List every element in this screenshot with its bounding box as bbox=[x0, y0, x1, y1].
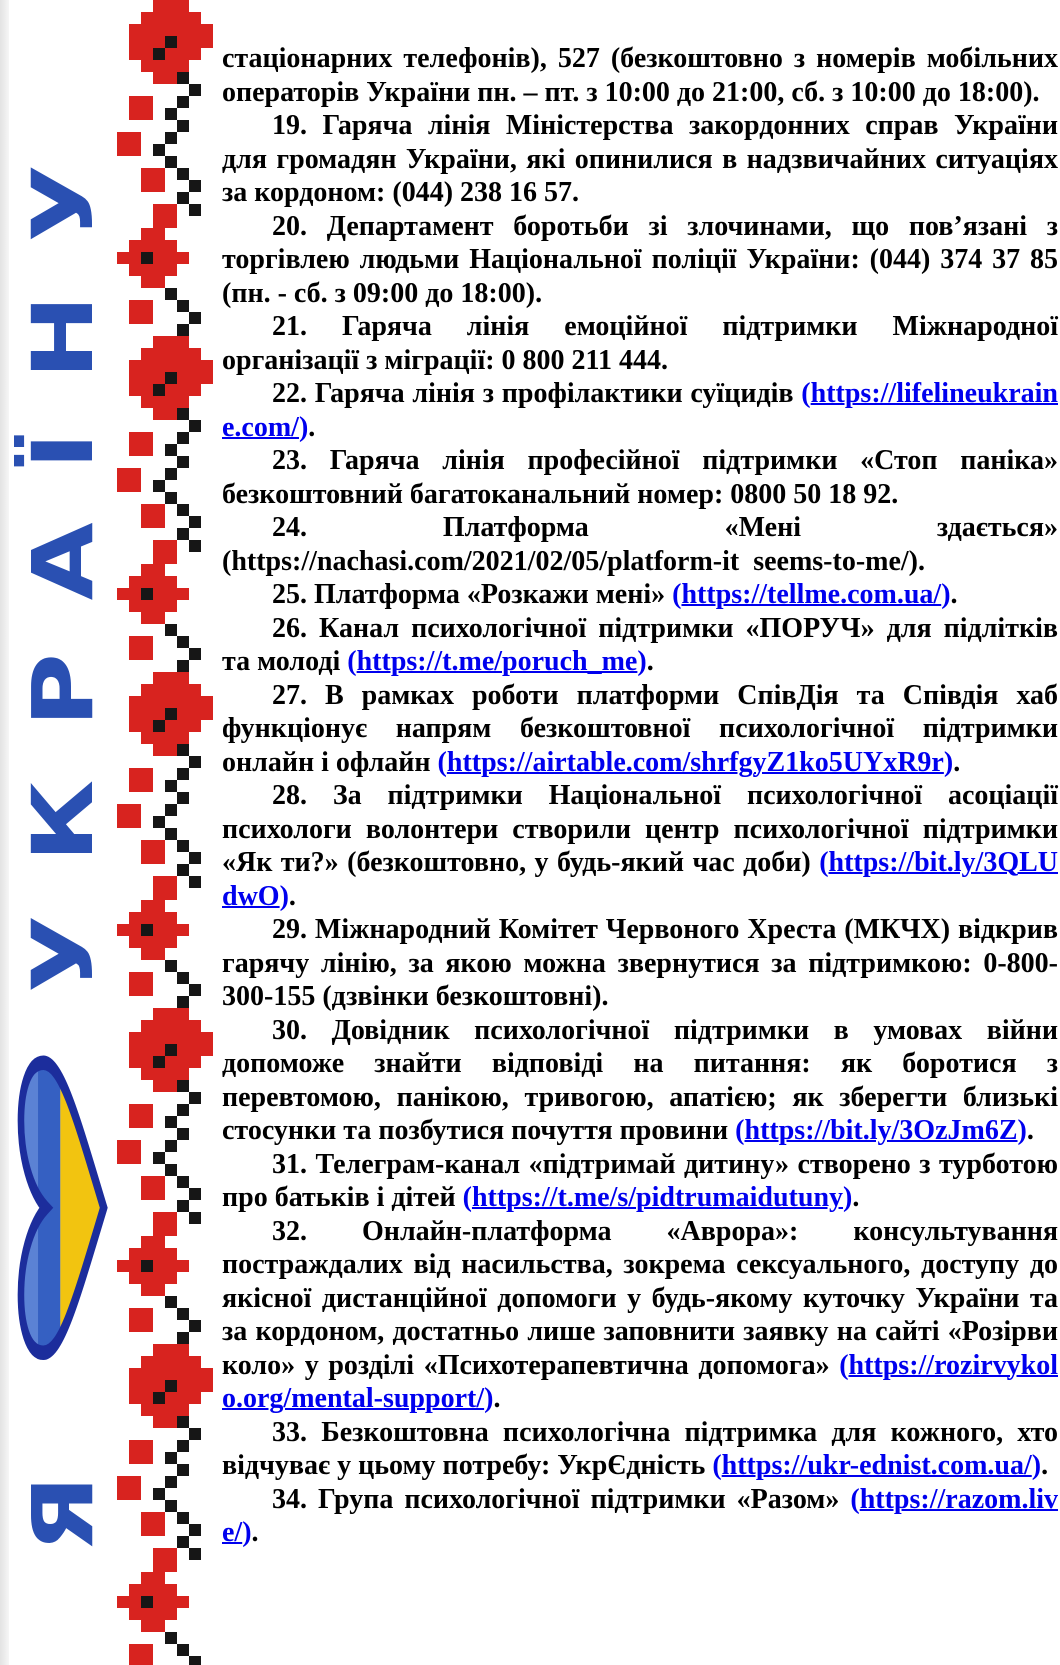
link-paren: ) bbox=[1017, 1115, 1027, 1146]
heart-ukraine-flag-icon bbox=[17, 1034, 109, 1382]
link-paren: ) bbox=[637, 646, 647, 677]
link-paren: ) bbox=[943, 746, 954, 778]
text-run: 30. Довідник психологічної підтримки в умовах війни допоможе знайти відповіді на питання: як боротися з перевтомою, панікою, тривогою, апатією; як зберегти близькі стосунки та позбутися почуття провини bbox=[222, 1014, 1058, 1146]
text-run: 25. Платформа «Розкажи мені» bbox=[272, 579, 673, 610]
hyperlink[interactable]: https://airtable.com/shrfgyZ1ko5UYxR9r bbox=[446, 746, 944, 778]
hyperlink[interactable]: https://rozirvykolo.org/mental-support/ bbox=[222, 1349, 1058, 1414]
link-paren: ) bbox=[941, 579, 951, 610]
paragraph bbox=[222, 779, 1058, 913]
hyperlink[interactable]: https://razom.live/ bbox=[222, 1483, 1058, 1548]
text-run: 20. Департамент боротьби зі злочинами, що пов’язані з торгівлею людьми Національної поліції України: (044) 374 37 85 (пн. - сб. з 09:00 до 18:00). bbox=[222, 210, 1058, 309]
banner-letter-ya: Я bbox=[14, 1422, 112, 1553]
text-run: . bbox=[1041, 1450, 1049, 1481]
text-run: . bbox=[493, 1383, 501, 1414]
link-paren: ) bbox=[279, 880, 289, 912]
paragraph bbox=[222, 1483, 1058, 1550]
decorative-banner bbox=[0, 0, 214, 1665]
paragraph bbox=[222, 612, 1058, 679]
text-run: . bbox=[251, 1517, 259, 1548]
text-run: . bbox=[852, 1182, 860, 1213]
paragraph bbox=[222, 1215, 1058, 1416]
text-run: 31. Телеграм-канал «підтримай дитину» створено з турботою про батьків і дітей bbox=[222, 1148, 1058, 1213]
paragraph bbox=[222, 42, 1058, 109]
link-paren: ( bbox=[801, 378, 811, 409]
text-run: . bbox=[308, 411, 316, 443]
text-run: . bbox=[953, 746, 961, 778]
link-paren: ( bbox=[672, 579, 682, 610]
link-paren: ( bbox=[437, 746, 447, 778]
paragraph bbox=[222, 1416, 1058, 1483]
text-run: 26. Канал психологічної підтримки «ПОРУЧ» для підлітків та молоді bbox=[222, 612, 1058, 677]
paragraph bbox=[222, 679, 1058, 780]
link-paren: ) bbox=[484, 1383, 494, 1414]
hyperlink[interactable]: https://tellme.com.ua/ bbox=[681, 579, 942, 610]
hyperlink[interactable]: https://t.me/poruch_me bbox=[356, 646, 638, 677]
text-run: 23. Гаряча лінія професійної підтримки «Стоп паніка» безкоштовний багатоканальний номер: 0800 50 18 92. bbox=[222, 445, 1058, 510]
text-run: . bbox=[288, 880, 296, 912]
document-body bbox=[222, 42, 1058, 1550]
hyperlink[interactable]: https://bit.ly/3OzJm6Z bbox=[744, 1115, 1018, 1146]
paragraph bbox=[222, 109, 1058, 210]
paragraph bbox=[222, 377, 1058, 444]
link-paren: ( bbox=[462, 1182, 472, 1213]
link-paren: ) bbox=[1031, 1450, 1042, 1481]
link-paren: ( bbox=[850, 1483, 860, 1515]
link-paren: ) bbox=[298, 411, 309, 443]
link-paren: ( bbox=[347, 646, 357, 677]
text-run: 19. Гаряча лінія Міністерства закордонних справ України для громадян України, які опинилися в надзвичайних ситуаціях за кордоном: (044) 238 16 57. bbox=[222, 110, 1058, 208]
paragraph bbox=[222, 310, 1058, 377]
paragraph bbox=[222, 1148, 1058, 1215]
text-run: 33. Безкоштовна психологічна підтримка для кожного, хто відчуває у цьому потребу: УкрЄдність bbox=[222, 1416, 1058, 1481]
vertical-banner-text bbox=[10, 0, 116, 1665]
hyperlink[interactable]: https://ukr-ednist.com.ua/ bbox=[721, 1450, 1032, 1481]
embroidery-pattern bbox=[117, 0, 213, 1665]
paragraph bbox=[222, 578, 1058, 612]
link-paren: ) bbox=[843, 1182, 853, 1213]
text-run: 24. Платформа «Мені здається» (https://nachasi.com/2021/02/05/platform-it seems-to-me/). bbox=[222, 512, 1058, 577]
text-run: 34. Група психологічної підтримки «Разом» bbox=[272, 1483, 851, 1515]
banner-word-ukrainu: УКРАЇНУ bbox=[14, 111, 112, 993]
text-run: 27. В рамках роботи платформи СпівДія та Співдія хаб функціонує напрям безкоштовної психологічної підтримки онлайн і офлайн bbox=[222, 679, 1058, 778]
link-paren: ( bbox=[819, 847, 829, 878]
text-run: 29. Міжнародний Комітет Червоного Хреста (МКЧХ) відкрив гарячу лінію, за якою можна звернутися за підтримкою: 0-800-300-155 (дзвінки безкоштовні). bbox=[222, 914, 1058, 1012]
hyperlink[interactable]: https://lifelineukraine.com/ bbox=[222, 378, 1058, 443]
link-paren: ) bbox=[242, 1517, 252, 1548]
link-paren: ( bbox=[735, 1115, 745, 1146]
text-run: . bbox=[646, 646, 654, 677]
link-paren: ( bbox=[839, 1349, 849, 1381]
paragraph bbox=[222, 511, 1058, 578]
text-run: . bbox=[1026, 1115, 1034, 1146]
text-run: . bbox=[950, 579, 958, 610]
paragraph bbox=[222, 210, 1058, 311]
hyperlink[interactable]: https://bit.ly/3QLUdwO bbox=[222, 847, 1058, 912]
text-run: 22. Гаряча лінія з профілактики суїцидів bbox=[272, 378, 802, 409]
paragraph bbox=[222, 1014, 1058, 1148]
paragraph bbox=[222, 444, 1058, 511]
text-run: 21. Гаряча лінія емоційної підтримки Міжнародної організації з міграції: 0 800 211 444. bbox=[222, 311, 1058, 376]
text-run: стаціонарних телефонів), 527 (безкоштовно з номерів мобільних операторів України пн. – пт. з 10:00 до 21:00, сб. з 10:00 до 18:00). bbox=[222, 43, 1058, 108]
text-run: 28. За підтримки Національної психологічної асоціації психологи волонтери створили центр психологічної підтримки «Як ти?» (безкоштовно, у будь-який час доби) bbox=[222, 780, 1058, 878]
link-paren: ( bbox=[712, 1450, 722, 1481]
text-run: 32. Онлайн-платформа «Аврора»: консультування постраждалих від насильства, зокрема сексуального, доступу до якісної дистанційної допомоги у будь-якому куточку України та за кордоном, достатньо лише заповнити заявку на сайті «Розірви коло» у розділі «Психотерапевтична допомога» bbox=[222, 1215, 1058, 1381]
paragraph bbox=[222, 913, 1058, 1014]
hyperlink[interactable]: https://t.me/s/pidtrumaidutuny bbox=[471, 1182, 844, 1213]
